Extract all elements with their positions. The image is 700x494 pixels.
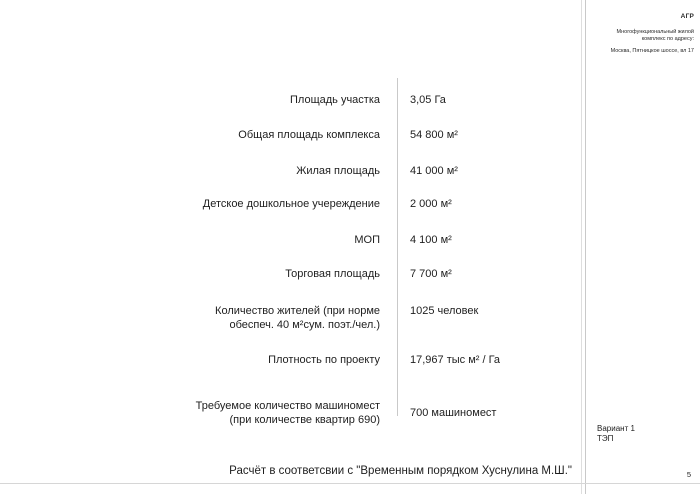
project-name: Многофункциональный жилой комплекс по адресу: — [616, 29, 694, 42]
title-block-inner-border — [585, 0, 586, 494]
row-label: Общая площадь комплекса — [238, 129, 380, 141]
row-label: Количество жителей (при норме обеспеч. 40 м²сум. поэт./чел.) — [215, 305, 380, 331]
row-label: Площадь участка — [290, 94, 380, 106]
row-value: 2 000 м² — [410, 198, 452, 210]
title-block-outer-border — [581, 0, 582, 494]
row-value: 54 800 м² — [410, 129, 458, 141]
row-value: 41 000 м² — [410, 165, 458, 177]
sheet-variant-block — [597, 424, 635, 444]
row-value: 700 машиномест — [410, 407, 497, 419]
title-block-header — [586, 13, 700, 55]
project-address: Москва, Пятницкое шоссе, вл 17 — [610, 48, 694, 54]
row-label: Требуемое количество машиномест (при количестве квартир 690) — [195, 400, 380, 426]
sheet-name-label: ТЭП — [597, 434, 614, 443]
row-label: Жилая площадь — [296, 165, 380, 177]
table-column-divider — [397, 78, 398, 416]
page-bottom-border — [0, 483, 700, 484]
page-number: 5 — [686, 470, 691, 479]
row-value: 3,05 Га — [410, 94, 446, 106]
calculation-footnote: Расчёт в соответсвии с "Временным порядком Хуснулина М.Ш." — [229, 465, 572, 477]
variant-label: Вариант 1 — [597, 424, 635, 433]
row-value: 7 700 м² — [410, 268, 452, 280]
row-value: 17,967 тыс м² / Га — [410, 354, 501, 366]
row-label: Детское дошкольное учереждение — [202, 198, 380, 210]
row-value: 1025 человек — [410, 305, 479, 317]
row-value: 4 100 м² — [410, 234, 452, 246]
row-label: Плотность по проекту — [268, 354, 380, 366]
row-label: МОП — [354, 234, 380, 246]
row-label: Торговая площадь — [285, 268, 380, 280]
approval-stamp-label: АГР — [680, 13, 694, 20]
